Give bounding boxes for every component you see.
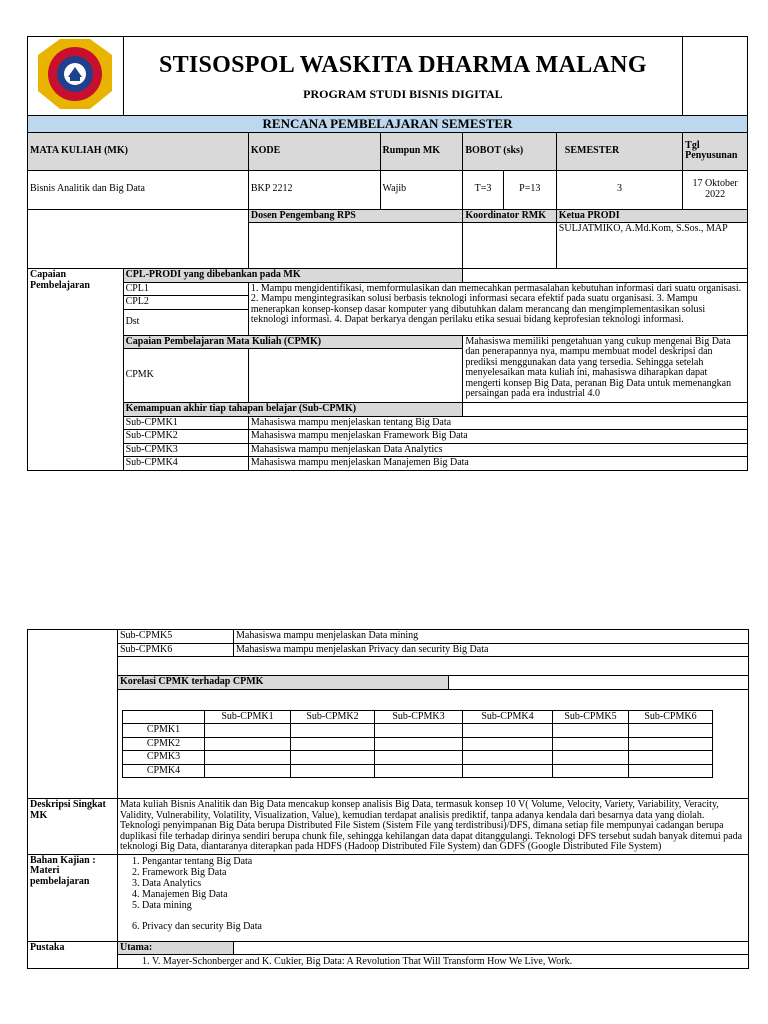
bahan-item: 2. Framework Big Data [142,867,746,878]
cpmk-title: Capaian Pembelajaran Mata Kuliah (CPMK) [123,335,463,349]
bahan-label: Bahan Kajian : Materi pembelajaran [28,854,118,941]
mk-kode: BKP 2212 [248,170,380,209]
blank-left [28,209,249,269]
korelasi-row: CPMK2 [123,737,205,751]
h-semester: SEMESTER [556,132,682,170]
mk-teori: T=3 [463,170,503,209]
korelasi-col: Sub-CPMK5 [553,710,629,724]
logo-cell [28,37,124,116]
pustaka-list-cell [118,955,749,969]
institution-logo [32,37,118,111]
sub-cpmk3-text: Mahasiswa mampu menjelaskan Data Analytics [248,443,747,457]
korelasi-col: Sub-CPMK3 [375,710,463,724]
sub-cpmk3-code: Sub-CPMK3 [123,443,248,457]
korelasi-col: Sub-CPMK1 [205,710,291,724]
dst-label: Dst [123,309,248,335]
korelasi-row: CPMK4 [123,764,205,778]
korelasi-col: Sub-CPMK4 [463,710,553,724]
mk-semester: 3 [556,170,682,209]
mk-name: Bisnis Analitik dan Big Data [28,170,249,209]
deskripsi-label: Deskripsi Singkat MK [28,799,118,855]
korelasi-title: Korelasi CPMK terhadap CPMK [118,676,448,690]
cpl-title: CPL-PRODI yang dibebankan pada MK [123,269,463,283]
program-name: PROGRAM STUDI BISNIS DIGITAL [303,87,503,102]
sub-cpmk6-text: Mahasiswa mampu menjelaskan Privacy dan security Big Data [234,643,749,657]
korelasi-col: Sub-CPMK2 [291,710,375,724]
sub-cpmk5-code: Sub-CPMK5 [118,630,234,644]
cpl1-label: CPL1 [123,282,248,296]
bahan-item: 4. Manajemen Big Data [142,889,746,900]
bahan-item: 3. Data Analytics [142,878,746,889]
korelasi-row: CPMK3 [123,751,205,765]
doc-title: RENCANA PEMBELAJARAN SEMESTER [28,116,748,133]
rps-header-table [27,36,748,471]
h-kaprodi: Ketua PRODI [556,209,747,223]
title-cell [123,37,683,116]
h-koordinator: Koordinator RMK [463,209,556,223]
bahan-item: 1. Pengantar tentang Big Data [142,856,746,867]
bahan-list-cell [118,854,749,941]
h-dosen: Dosen Pengembang RPS [248,209,463,223]
h-tgl: Tgl Penyusunan [683,132,748,170]
cpl-text: 1. Mampu mengidentifikasi, memformulasikan dan memecahkan permasalahan kebutuhan informasi dari suatu organisasi. 2. Mampu mengintegrasikan solusi berbasis teknologi informasi secara efektif pada suatu organisasi. 3. Mampu menerapkan konsep-konsep dasar komputer yang dibutuhkan dalam merancang dan mengimplementasikan solusi teknologi informasi. 4. Dapat berkarya dengan perilaku etika sesuai bidang keprofesian teknologi informasi. [248,282,747,335]
korelasi-col [123,710,205,724]
pustaka-label: Pustaka [28,941,118,969]
sub-cpmk4-code: Sub-CPMK4 [123,457,248,471]
sub-cpmk4-text: Mahasiswa mampu menjelaskan Manajemen Big Data [248,457,747,471]
korelasi-table [122,710,713,779]
pustaka-utama: Utama: [118,941,234,955]
h-rumpun: Rumpun MK [380,132,463,170]
dosen-value [248,223,463,269]
mk-rumpun: Wajib [380,170,463,209]
koordinator-value [463,223,556,269]
h-kode: KODE [248,132,380,170]
sub-cpmk-title: Kemampuan akhir tiap tahapan belajar (Sub-CPMK) [123,403,463,417]
bahan-item: 6. Privacy dan security Big Data [142,921,746,932]
bahan-item: 5. Data mining [142,900,746,911]
korelasi-col: Sub-CPMK6 [629,710,713,724]
sub-cpmk2-code: Sub-CPMK2 [123,430,248,444]
h-bobot: BOBOT (sks) [463,132,556,170]
cpmk-text: Mahasiswa memiliki pengetahuan yang cukup mengenai Big Data dan penerapannya nya, mampu membuat model deskripsi dan prediksi menggunakan data yang tersedia. Sehingga setelah menyelesaikan mata kuliah ini, mahasiswa diharapkan dapat mengerti konsep Big Data, peranan Big Data untuk memenangkan persaingan pada era industrial 4.0 [463,335,748,403]
rps-page2-table [27,629,749,969]
sub-cpmk2-text: Mahasiswa mampu menjelaskan Framework Big Data [248,430,747,444]
deskripsi-text: Mata kuliah Bisnis Analitik dan Big Data mencakup konsep analisis Big Data, termasuk konsep 10 V( Volume, Velocity, Variety, Variability, Veracity, Validity, Vulnerability, Volatility, Visualization, Value), kemudian terdapat analisis prediktif, tanpa adanya kendala dari besarnya data yang diolah. Teknologi penyimpanan Big Data berupa Distributed File Sistem (Sistem File yang terdistribusi)/DFS, dimana setiap file mempunyai cadangan berupa duplikasi file terhadap dirinya sendiri berupa chunk file, sehingga kehilangan data dapat ditanggulangi. Teknologi DFS tersebut sudah banyak ditemui pada teknologi Big Data, diantaranya diterapkan pada HDFS (Hadoop Distributed File System) dan GDFS (Google Distributed File System) [118,799,749,855]
korelasi-row: CPMK1 [123,724,205,738]
pustaka-item: 1. V. Mayer-Schonberger and K. Cukier, Big Data: A Revolution That Will Transform How We Live, Work. [152,956,746,967]
sub-cpmk6-code: Sub-CPMK6 [118,643,234,657]
mk-tgl: 17 Oktober 2022 [683,170,748,209]
kaprodi-value: SULJATMIKO, A.Md.Kom, S.Sos., MAP [556,223,747,269]
cpl2-label: CPL2 [123,296,248,310]
sub-cpmk1-code: Sub-CPMK1 [123,416,248,430]
cpmk-label: CPMK [123,349,248,403]
sub-cpmk5-text: Mahasiswa mampu menjelaskan Data mining [234,630,749,644]
h-mata-kuliah: MATA KULIAH (MK) [28,132,249,170]
mk-praktek: P=13 [503,170,556,209]
institution-name: STISOSPOL WASKITA DHARMA MALANG [158,52,647,79]
sub-cpmk1-text: Mahasiswa mampu menjelaskan tentang Big Data [248,416,747,430]
header-blank-cell [683,37,748,116]
capaian-label: Capaian Pembelajaran [28,269,124,471]
